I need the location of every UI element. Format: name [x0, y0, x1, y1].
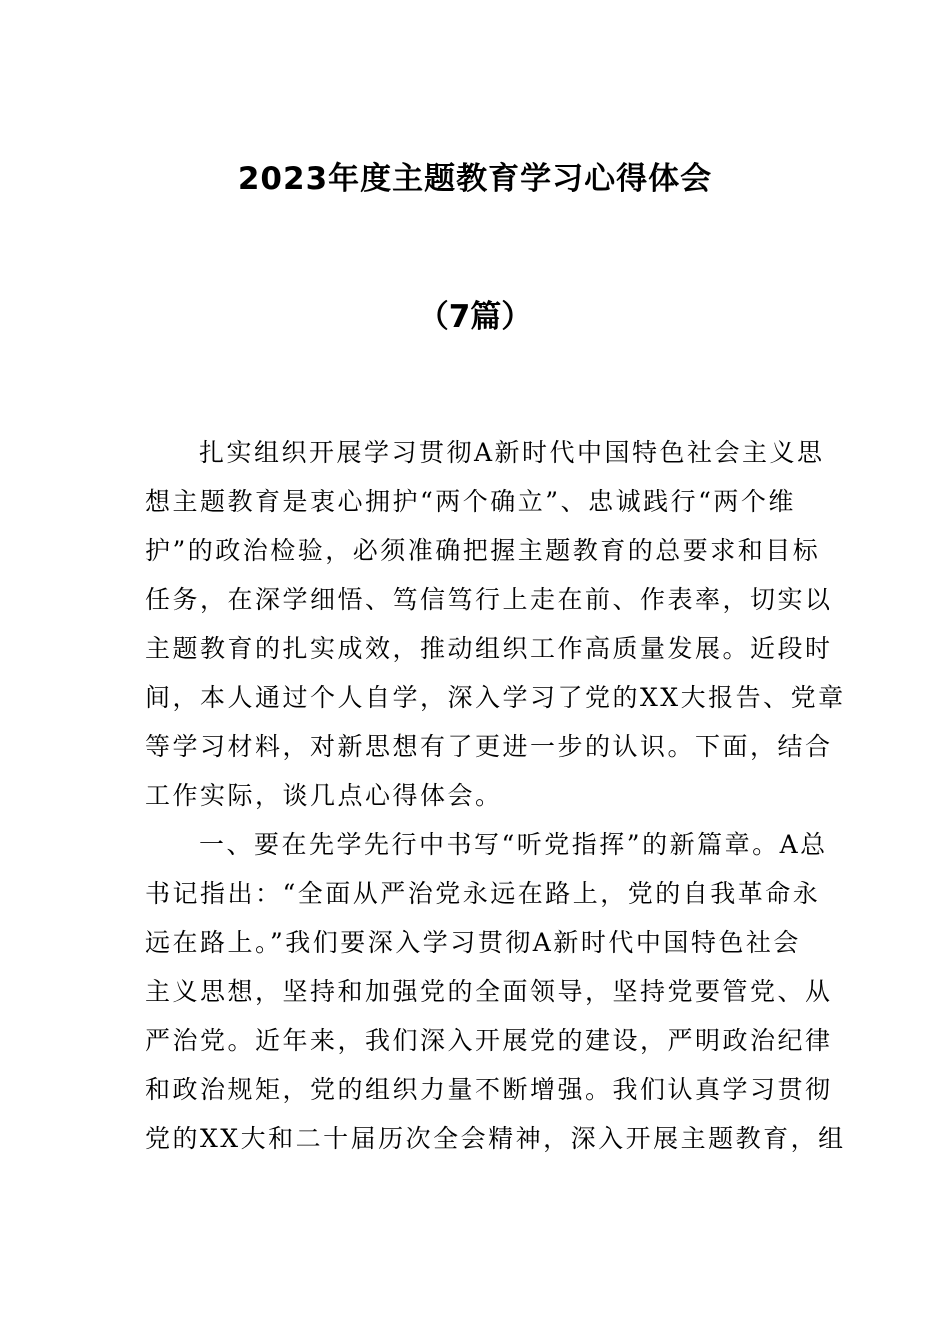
paragraph-line: 书记指出：“全面从严治党永远在路上，党的自我革命永	[145, 879, 821, 908]
paragraph-1	[145, 428, 846, 820]
paragraph-line: 想主题教育是衷心拥护“两个确立”、忠诚践行“两个维	[145, 487, 796, 516]
paragraph-line: 和政治规矩，党的组织力量不断增强。我们认真学习贯彻	[145, 1075, 833, 1104]
paragraph-line: 严治党。近年来，我们深入开展党的建设，严明政治纪律	[145, 1026, 833, 1055]
paragraph-line: 工作实际，谈几点心得体会。	[145, 781, 503, 810]
paragraph-line: 一、要在先学先行中书写“听党指挥”的新篇章。A总	[199, 830, 828, 859]
paragraph-line: 主题教育的扎实成效，推动组织工作高质量发展。近段时	[145, 634, 833, 663]
paragraph-line: 党的XX大和二十届历次全会精神，深入开展主题教育，组	[145, 1124, 846, 1153]
document-subtitle: （7篇）	[417, 299, 533, 335]
paragraph-line: 任务，在深学细悟、笃信笃行上走在前、作表率，切实以	[145, 585, 833, 614]
paragraph-2	[145, 820, 846, 1163]
paragraph-line: 间，本人通过个人自学，深入学习了党的XX大报告、党章	[145, 683, 846, 712]
document-title: 2023年度主题教育学习心得体会	[237, 161, 713, 197]
document-body	[145, 428, 846, 1163]
paragraph-line: 主义思想，坚持和加强党的全面领导，坚持党要管党、从	[145, 977, 833, 1006]
paragraph-line: 护”的政治检验，必须准确把握主题教育的总要求和目标	[145, 536, 821, 565]
paragraph-line: 远在路上。”我们要深入学习贯彻A新时代中国特色社会	[145, 928, 801, 957]
paragraph-line: 等学习材料，对新思想有了更进一步的认识。下面，结合	[145, 732, 833, 761]
paragraph-line: 扎实组织开展学习贯彻A新时代中国特色社会主义思	[199, 438, 825, 467]
